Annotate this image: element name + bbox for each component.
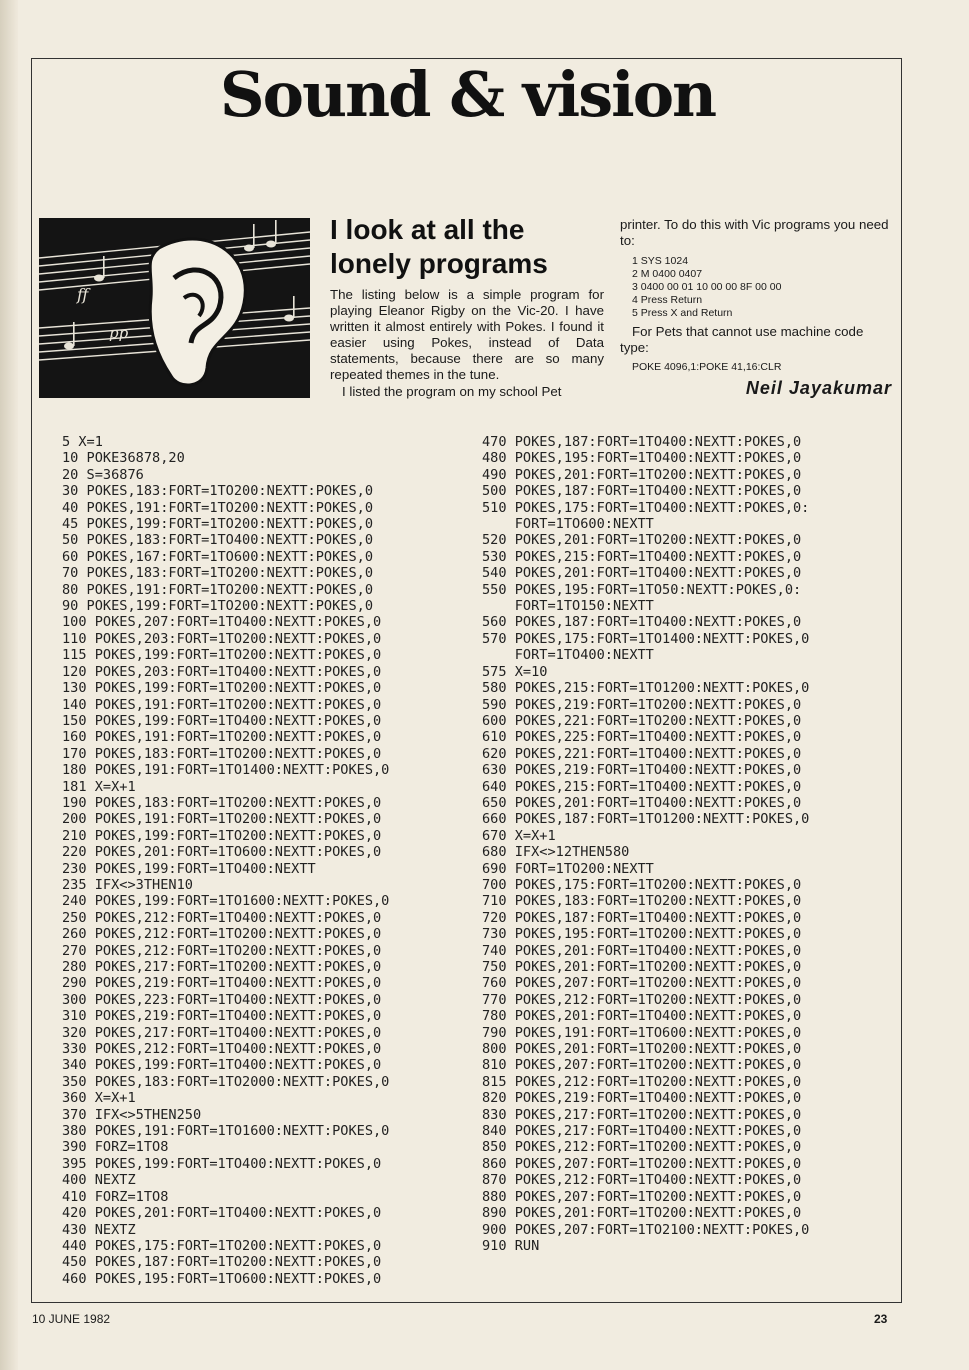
listing-line: 660 POKES,187:FORT=1TO1200:NEXTT:POKES,0	[482, 811, 810, 828]
listing-line: 350 POKES,183:FORT=1TO2000:NEXTT:POKES,0	[62, 1073, 390, 1090]
ear-illustration	[39, 218, 310, 398]
vic-step: 2 M 0400 0407	[632, 268, 703, 281]
vic-steps	[620, 255, 895, 320]
listing-line: 790 POKES,191:FORT=1TO600:NEXTT:POKES,0	[482, 1024, 802, 1041]
listing-line: 580 POKES,215:FORT=1TO1200:NEXTT:POKES,0	[482, 680, 810, 697]
listing-line: 820 POKES,219:FORT=1TO400:NEXTT:POKES,0	[482, 1090, 802, 1107]
footer-date: 10 JUNE 1982	[32, 1312, 111, 1326]
listing-line: 100 POKES,207:FORT=1TO400:NEXTT:POKES,0	[62, 614, 382, 631]
listing-line: 650 POKES,201:FORT=1TO400:NEXTT:POKES,0	[482, 794, 802, 811]
listing-line: 630 POKES,219:FORT=1TO400:NEXTT:POKES,0	[482, 762, 802, 779]
listing-line: 815 POKES,212:FORT=1TO200:NEXTT:POKES,0	[482, 1073, 802, 1090]
listing-line: 290 POKES,219:FORT=1TO400:NEXTT:POKES,0	[62, 975, 382, 992]
vic-step: 4 Press Return	[632, 294, 703, 307]
article-title-line2: lonely programs	[330, 248, 548, 279]
listing-line: 770 POKES,212:FORT=1TO200:NEXTT:POKES,0	[482, 991, 802, 1008]
listing-line: 750 POKES,201:FORT=1TO200:NEXTT:POKES,0	[482, 959, 802, 975]
listing-line: 280 POKES,217:FORT=1TO200:NEXTT:POKES,0	[62, 959, 382, 975]
listing-line: 840 POKES,217:FORT=1TO400:NEXTT:POKES,0	[482, 1123, 802, 1140]
listing-line: 680 IFX<>12THEN580	[482, 844, 630, 861]
listing-line: 90 POKES,199:FORT=1TO200:NEXTT:POKES,0	[62, 598, 373, 615]
listing-line: 20 S=36876	[62, 466, 144, 483]
listing-line: 170 POKES,183:FORT=1TO200:NEXTT:POKES,0	[62, 745, 382, 762]
listing-line: 40 POKES,191:FORT=1TO200:NEXTT:POKES,0	[62, 499, 373, 516]
listing-line: 560 POKES,187:FORT=1TO400:NEXTT:POKES,0	[482, 614, 802, 631]
listing-line: 300 POKES,223:FORT=1TO400:NEXTT:POKES,0	[62, 991, 382, 1008]
listing-line: 140 POKES,191:FORT=1TO200:NEXTT:POKES,0	[62, 696, 382, 713]
listing-line: 470 POKES,187:FORT=1TO400:NEXTT:POKES,0	[482, 434, 802, 450]
listing-line: 410 FORZ=1TO8	[62, 1188, 169, 1205]
listing-line: 910 RUN	[482, 1237, 540, 1254]
listing-line: 480 POKES,195:FORT=1TO400:NEXTT:POKES,0	[482, 450, 802, 467]
listing-line: 50 POKES,183:FORT=1TO400:NEXTT:POKES,0	[62, 532, 373, 549]
page-headline: Sound & vision	[219, 58, 716, 131]
listing-line: 235 IFX<>3THEN10	[62, 876, 193, 893]
listing-line: 640 POKES,215:FORT=1TO400:NEXTT:POKES,0	[482, 778, 802, 795]
listing-line: 200 POKES,191:FORT=1TO200:NEXTT:POKES,0	[62, 811, 382, 828]
page-number: 23	[874, 1312, 888, 1326]
listing-line: 395 POKES,199:FORT=1TO400:NEXTT:POKES,0	[62, 1155, 382, 1172]
listing-line: 760 POKES,207:FORT=1TO200:NEXTT:POKES,0	[482, 975, 802, 992]
listing-line: 810 POKES,207:FORT=1TO200:NEXTT:POKES,0	[482, 1057, 802, 1074]
listing-line: 860 POKES,207:FORT=1TO200:NEXTT:POKES,0	[482, 1155, 802, 1172]
vic-step: 5 Press X and Return	[632, 307, 733, 320]
listing-line: 160 POKES,191:FORT=1TO200:NEXTT:POKES,0	[62, 729, 382, 746]
listing-line: 150 POKES,199:FORT=1TO400:NEXTT:POKES,0	[62, 712, 382, 729]
listing-line: 490 POKES,201:FORT=1TO200:NEXTT:POKES,0	[482, 466, 802, 483]
listing-line: 80 POKES,191:FORT=1TO200:NEXTT:POKES,0	[62, 581, 373, 598]
listing-line: 360 X=X+1	[62, 1090, 136, 1107]
listing-line: 180 POKES,191:FORT=1TO1400:NEXTT:POKES,0	[62, 762, 390, 779]
listing-line: 310 POKES,219:FORT=1TO400:NEXTT:POKES,0	[62, 1008, 382, 1025]
listing-line: 510 POKES,175:FORT=1TO400:NEXTT:POKES,0:	[482, 499, 810, 516]
listing-line: 70 POKES,183:FORT=1TO200:NEXTT:POKES,0	[62, 565, 373, 582]
program-listing-right	[482, 434, 912, 1294]
listing-line: 230 POKES,199:FORT=1TO400:NEXTT	[62, 860, 316, 877]
listing-line: 440 POKES,175:FORT=1TO200:NEXTT:POKES,0	[62, 1237, 382, 1254]
listing-line: 880 POKES,207:FORT=1TO200:NEXTT:POKES,0	[482, 1188, 802, 1205]
listing-line: 590 POKES,219:FORT=1TO200:NEXTT:POKES,0	[482, 696, 802, 713]
listing-line: 570 POKES,175:FORT=1TO1400:NEXTT:POKES,0	[482, 630, 810, 647]
listing-line: 850 POKES,212:FORT=1TO200:NEXTT:POKES,0	[482, 1139, 802, 1156]
listing-line: FORT=1TO600:NEXTT	[482, 516, 654, 533]
article-column-1	[330, 287, 604, 400]
listing-line: 540 POKES,201:FORT=1TO400:NEXTT:POKES,0	[482, 565, 802, 582]
listing-line: FORT=1TO400:NEXTT	[482, 647, 654, 664]
listing-line: 800 POKES,201:FORT=1TO200:NEXTT:POKES,0	[482, 1041, 802, 1058]
listing-line: 710 POKES,183:FORT=1TO200:NEXTT:POKES,0	[482, 893, 802, 910]
listing-line: 690 FORT=1TO200:NEXTT	[482, 860, 654, 877]
listing-line: 610 POKES,225:FORT=1TO400:NEXTT:POKES,0	[482, 729, 802, 746]
listing-line: 120 POKES,203:FORT=1TO400:NEXTT:POKES,0	[62, 663, 382, 680]
listing-line: 190 POKES,183:FORT=1TO200:NEXTT:POKES,0	[62, 794, 382, 811]
listing-line: 740 POKES,201:FORT=1TO400:NEXTT:POKES,0	[482, 942, 802, 959]
pet-poke-line: POKE 4096,1:POKE 41,16:CLR	[632, 361, 782, 374]
listing-line: 600 POKES,221:FORT=1TO200:NEXTT:POKES,0	[482, 712, 802, 729]
listing-line: 450 POKES,187:FORT=1TO200:NEXTT:POKES,0	[62, 1254, 382, 1271]
listing-line: 400 NEXTZ	[62, 1172, 136, 1189]
listing-line: 390 FORZ=1TO8	[62, 1139, 169, 1156]
listing-line: 780 POKES,201:FORT=1TO400:NEXTT:POKES,0	[482, 1008, 802, 1025]
listing-line: 890 POKES,201:FORT=1TO200:NEXTT:POKES,0	[482, 1205, 802, 1222]
listing-line: 260 POKES,212:FORT=1TO200:NEXTT:POKES,0	[62, 926, 382, 943]
listing-line: 220 POKES,201:FORT=1TO600:NEXTT:POKES,0	[62, 844, 382, 861]
listing-line: 730 POKES,195:FORT=1TO200:NEXTT:POKES,0	[482, 926, 802, 943]
listing-line: 270 POKES,212:FORT=1TO200:NEXTT:POKES,0	[62, 942, 382, 959]
listing-line: 370 IFX<>5THEN250	[62, 1106, 202, 1123]
listing-line: 5 X=1	[62, 434, 103, 450]
listing-line: 670 X=X+1	[482, 827, 556, 844]
article-column-2	[620, 217, 895, 375]
fortissimo-mark: ff	[77, 285, 89, 304]
listing-line: 115 POKES,199:FORT=1TO200:NEXTT:POKES,0	[62, 647, 382, 664]
listing-line: 250 POKES,212:FORT=1TO400:NEXTT:POKES,0	[62, 909, 382, 926]
listing-line: 700 POKES,175:FORT=1TO200:NEXTT:POKES,0	[482, 876, 802, 893]
listing-line: 45 POKES,199:FORT=1TO200:NEXTT:POKES,0	[62, 516, 373, 533]
article-paragraph-3: For Pets that cannot use machine code type:	[620, 324, 864, 356]
author-byline: Neil Jayakumar	[745, 378, 892, 398]
article-paragraph-2: I listed the program on my school Pet	[342, 383, 562, 399]
listing-line: FORT=1TO150:NEXTT	[482, 598, 654, 615]
listing-line: 520 POKES,201:FORT=1TO200:NEXTT:POKES,0	[482, 532, 802, 549]
pianissimo-mark: pp	[109, 324, 129, 342]
listing-line: 330 POKES,212:FORT=1TO400:NEXTT:POKES,0	[62, 1041, 382, 1058]
page-spine-shadow	[0, 0, 18, 1370]
listing-line: 181 X=X+1	[62, 778, 136, 795]
listing-line: 720 POKES,187:FORT=1TO400:NEXTT:POKES,0	[482, 909, 802, 926]
listing-line: 380 POKES,191:FORT=1TO1600:NEXTT:POKES,0	[62, 1123, 390, 1140]
program-listing-left	[62, 434, 492, 1294]
listing-line: 130 POKES,199:FORT=1TO200:NEXTT:POKES,0	[62, 680, 382, 697]
article-title-line1: I look at all the	[330, 214, 525, 245]
article-paragraph-2-continued: printer. To do this with Vic programs you need to:	[620, 217, 889, 249]
listing-line: 830 POKES,217:FORT=1TO200:NEXTT:POKES,0	[482, 1106, 802, 1123]
listing-line: 30 POKES,183:FORT=1TO200:NEXTT:POKES,0	[62, 483, 373, 500]
listing-line: 500 POKES,187:FORT=1TO400:NEXTT:POKES,0	[482, 483, 802, 500]
listing-line: 10 POKE36878,20	[62, 450, 185, 467]
article-paragraph-1: The listing below is a simple program for playing Eleanor Rigby on the Vic-20. I have written it almost entirely with Pokes. I found it easier using Pokes, instead of Data statements, because there are so many repeated themes in the tune.	[330, 287, 604, 383]
vic-step: 3 0400 00 01 10 00 00 8F 00 00	[632, 281, 782, 294]
listing-line: 530 POKES,215:FORT=1TO400:NEXTT:POKES,0	[482, 548, 802, 565]
listing-line: 575 X=10	[482, 663, 548, 680]
listing-line: 460 POKES,195:FORT=1TO600:NEXTT:POKES,0	[62, 1270, 382, 1287]
ear-music-icon	[39, 218, 310, 398]
listing-line: 900 POKES,207:FORT=1TO2100:NEXTT:POKES,0	[482, 1221, 810, 1238]
listing-line: 240 POKES,199:FORT=1TO1600:NEXTT:POKES,0	[62, 893, 390, 910]
listing-line: 420 POKES,201:FORT=1TO400:NEXTT:POKES,0	[62, 1205, 382, 1222]
listing-line: 430 NEXTZ	[62, 1221, 136, 1238]
listing-line: 210 POKES,199:FORT=1TO200:NEXTT:POKES,0	[62, 827, 382, 844]
listing-line: 620 POKES,221:FORT=1TO400:NEXTT:POKES,0	[482, 745, 802, 762]
listing-line: 550 POKES,195:FORT=1TO50:NEXTT:POKES,0:	[482, 581, 802, 598]
vic-step: 1 SYS 1024	[632, 255, 689, 268]
listing-line: 320 POKES,217:FORT=1TO400:NEXTT:POKES,0	[62, 1024, 382, 1041]
listing-line: 110 POKES,203:FORT=1TO200:NEXTT:POKES,0	[62, 630, 382, 647]
listing-line: 60 POKES,167:FORT=1TO600:NEXTT:POKES,0	[62, 548, 373, 565]
article-title	[330, 213, 600, 281]
listing-line: 340 POKES,199:FORT=1TO400:NEXTT:POKES,0	[62, 1057, 382, 1074]
listing-line: 870 POKES,212:FORT=1TO400:NEXTT:POKES,0	[482, 1172, 802, 1189]
